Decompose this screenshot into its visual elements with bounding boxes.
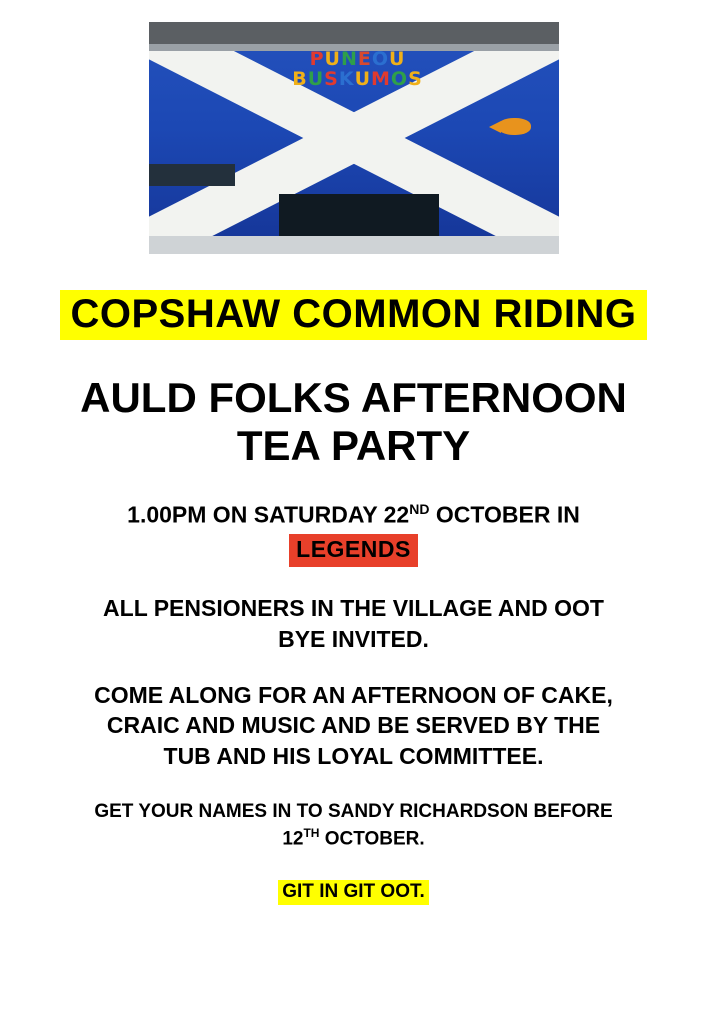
event-subtitle-line-1: AULD FOLKS AFTERNOON: [80, 374, 627, 421]
photo-dark-block-left: [149, 164, 235, 186]
deadline-line-1: GET YOUR NAMES IN TO SANDY RICHARDSON BEFORE: [94, 800, 613, 822]
deadline-text: [34, 799, 674, 852]
footer-slogan-text: GIT IN GIT OOT.: [278, 880, 429, 905]
footer-slogan: [0, 880, 707, 905]
bunting-letters: [253, 50, 463, 90]
bunting-letter: O: [390, 67, 409, 90]
bunting-letter: U: [354, 67, 371, 90]
bunting-line-2: [253, 67, 463, 90]
poster-page: [0, 22, 707, 1022]
fish-icon: [489, 118, 533, 136]
photo-bottom-strip: [149, 236, 559, 254]
bunting-letter: N: [340, 48, 358, 70]
page-title-text: COPSHAW COMMON RIDING: [60, 290, 646, 340]
details-line-2: CRAIC AND MUSIC AND BE SERVED BY THE: [106, 712, 601, 739]
bunting-letter: O: [371, 48, 389, 70]
bunting-letter: U: [388, 48, 406, 70]
photo-container: [149, 22, 559, 254]
venue-badge: LEGENDS: [289, 534, 418, 567]
invitation-text: [44, 593, 664, 654]
bunting-letter: K: [338, 67, 355, 90]
saltire-flag-photo: [149, 22, 559, 254]
bunting-letter: U: [307, 67, 325, 90]
event-subtitle: [44, 374, 664, 470]
page-title: [48, 290, 660, 340]
bunting-letter: S: [408, 67, 423, 90]
invitation-line-1: ALL PENSIONERS IN THE VILLAGE AND OOT: [103, 595, 604, 622]
event-time-prefix: 1.00PM ON SATURDAY 22: [127, 501, 410, 528]
event-datetime: [34, 500, 674, 567]
bunting-letter: U: [324, 48, 341, 70]
details-line-1: COME ALONG FOR AN AFTERNOON OF CAKE,: [94, 681, 613, 708]
bunting-letter: E: [357, 48, 372, 70]
details-text: [44, 680, 664, 771]
invitation-line-2: BYE INVITED.: [278, 625, 429, 652]
deadline-suffix: OCTOBER.: [319, 827, 425, 849]
bunting-letter: M: [371, 67, 391, 90]
photo-dark-block-center: [279, 194, 439, 236]
deadline-line-2: [34, 825, 674, 852]
bunting-letter: B: [292, 67, 308, 90]
bunting-line-1: [253, 50, 463, 70]
event-time-suffix: OCTOBER IN: [429, 501, 580, 528]
event-subtitle-line-2: TEA PARTY: [236, 421, 471, 469]
deadline-number: 12: [282, 827, 304, 849]
event-date-ordinal: ND: [409, 500, 430, 517]
photo-top-strip: [149, 22, 559, 44]
details-line-3: TUB AND HIS LOYAL COMMITTEE.: [163, 742, 544, 769]
bunting-letter: S: [324, 67, 339, 90]
deadline-ordinal: TH: [303, 825, 320, 840]
bunting-letter: P: [309, 48, 325, 70]
